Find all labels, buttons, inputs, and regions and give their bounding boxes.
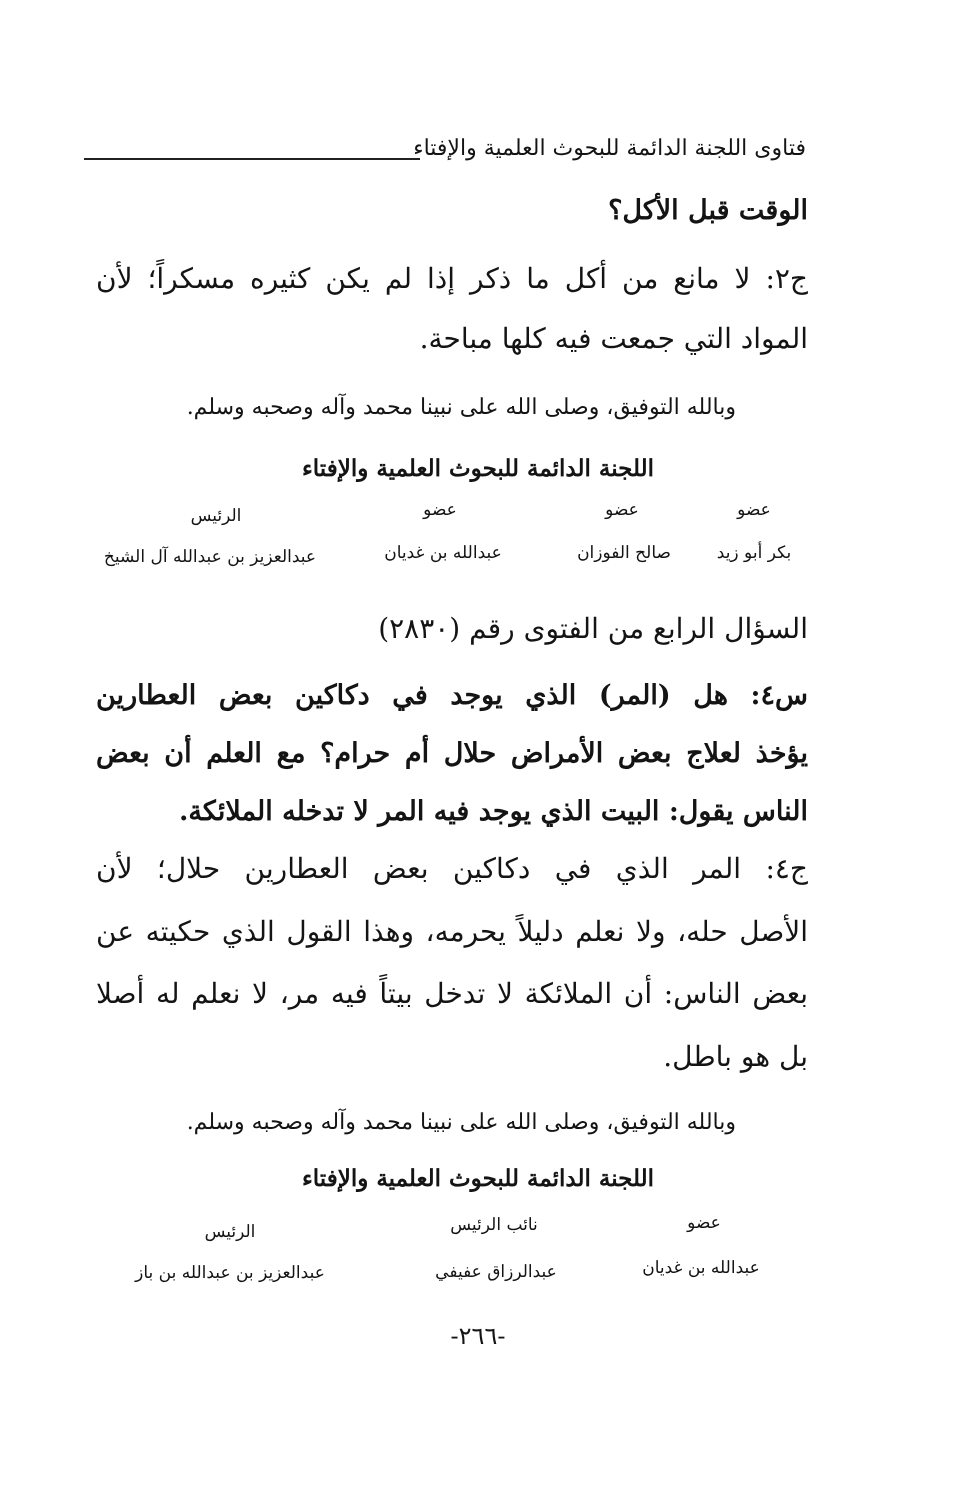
signatory-3-name: عبدالله بن غديان — [384, 543, 502, 563]
signatory-1-role: عضو — [737, 500, 771, 520]
page-number: -٢٦٦- — [450, 1322, 506, 1350]
signatory-4-name: عبدالعزيز بن عبدالله آل الشيخ — [103, 547, 317, 567]
signatory-1-name: بكر أبو زيد — [716, 543, 792, 563]
fatwa-heading: السؤال الرابع من الفتوى رقم (٢٨٣٠) — [378, 612, 808, 645]
answer-4-line-1: ج٤: المر الذي في دكاكين بعض العطارين حلال؛ لأن — [96, 852, 808, 885]
signatory-2-name: صالح الفوزان — [577, 543, 671, 563]
signatory-5-role: عضو — [687, 1213, 721, 1233]
answer-4-line-3: بعض الناس: أن الملائكة لا تدخل بيتاً فيه مر، لا نعلم له أصلا — [96, 977, 808, 1010]
question-4-line-3: الناس يقول: البيت الذي يوجد فيه المر لا تدخله الملائكة. — [179, 796, 808, 827]
question-continuation: الوقت قبل الأكل؟ — [608, 195, 808, 226]
committee-title-1: اللجنة الدائمة للبحوث العلمية والإفتاء — [301, 455, 655, 482]
signatory-3-role: عضو — [423, 500, 457, 520]
closing-formula-1: وبالله التوفيق، وصلى الله على نبينا محمد وآله وصحبه وسلم. — [186, 395, 736, 420]
answer-4-line-4: بل هو باطل. — [663, 1040, 808, 1073]
signatory-7-name: عبدالعزيز بن عبدالله بن باز — [135, 1263, 325, 1283]
signatory-6-role: نائب الرئيس — [450, 1215, 538, 1235]
header-rule — [84, 158, 420, 160]
running-header: فتاوى اللجنة الدائمة للبحوث العلمية والإفتاء — [413, 136, 806, 161]
closing-formula-2: وبالله التوفيق، وصلى الله على نبينا محمد وآله وصحبه وسلم. — [186, 1110, 736, 1135]
signatory-5-name: عبدالله بن غديان — [642, 1258, 760, 1278]
signatory-6-name: عبدالرزاق عفيفي — [435, 1262, 557, 1282]
question-4-line-2: يؤخذ لعلاج بعض الأمراض حلال أم حرام؟ مع العلم أن بعض — [96, 738, 808, 769]
committee-title-2: اللجنة الدائمة للبحوث العلمية والإفتاء — [301, 1165, 655, 1192]
signatory-2-role: عضو — [605, 500, 639, 520]
answer-2-line-2: المواد التي جمعت فيه كلها مباحة. — [419, 322, 808, 355]
answer-4-line-2: الأصل حله، ولا نعلم دليلاً يحرمه، وهذا القول الذي حكيته عن — [96, 915, 808, 948]
question-4-line-1: س٤: هل (المر) الذي يوجد في دكاكين بعض العطارين — [96, 680, 808, 711]
signatory-4-role: الرئيس — [190, 506, 242, 526]
signatory-7-role: الرئيس — [204, 1222, 256, 1242]
answer-2-line-1: ج٢: لا مانع من أكل ما ذكر إذا لم يكن كثيره مسكراً؛ لأن — [96, 262, 808, 295]
